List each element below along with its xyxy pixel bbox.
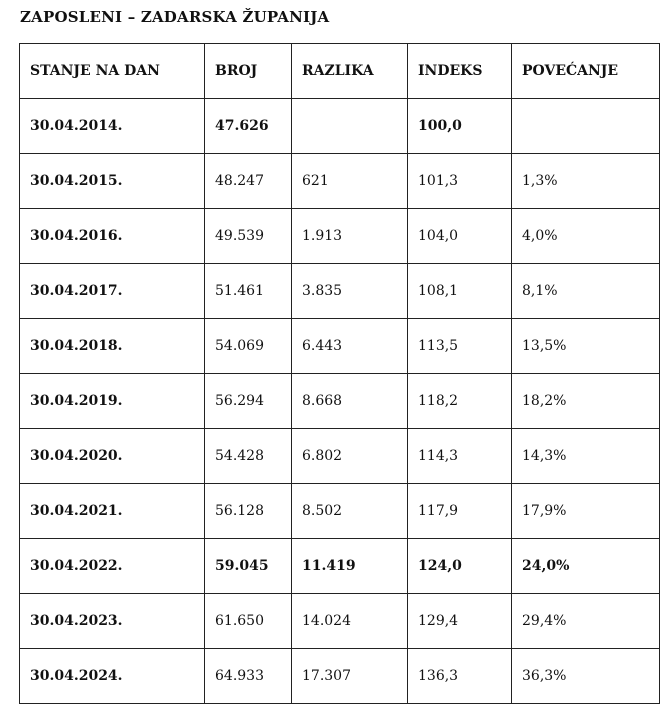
razlika-cell: 14.024 xyxy=(292,594,408,649)
table-body xyxy=(20,99,660,704)
header-stanje-na-dan: STANJE NA DAN xyxy=(20,44,205,99)
date-cell: 30.04.2017. xyxy=(20,264,205,319)
header-povecanje: POVEĆANJE xyxy=(512,44,660,99)
povecanje-cell: 8,1% xyxy=(512,264,660,319)
indeks-cell: 117,9 xyxy=(408,484,512,539)
broj-cell: 56.294 xyxy=(205,374,292,429)
broj-cell: 54.428 xyxy=(205,429,292,484)
povecanje-cell: 36,3% xyxy=(512,649,660,704)
razlika-cell: 621 xyxy=(292,154,408,209)
broj-cell: 54.069 xyxy=(205,319,292,374)
povecanje-cell: 17,9% xyxy=(512,484,660,539)
povecanje-cell: 14,3% xyxy=(512,429,660,484)
page-title: ZAPOSLENI – ZADARSKA ŽUPANIJA xyxy=(20,8,330,26)
table-row xyxy=(20,209,660,264)
indeks-cell: 108,1 xyxy=(408,264,512,319)
broj-cell: 49.539 xyxy=(205,209,292,264)
povecanje-cell: 1,3% xyxy=(512,154,660,209)
header-row xyxy=(20,44,660,99)
indeks-cell: 104,0 xyxy=(408,209,512,264)
razlika-cell: 6.443 xyxy=(292,319,408,374)
indeks-cell: 101,3 xyxy=(408,154,512,209)
povecanje-cell: 29,4% xyxy=(512,594,660,649)
table-row xyxy=(20,154,660,209)
razlika-cell: 8.668 xyxy=(292,374,408,429)
date-cell: 30.04.2019. xyxy=(20,374,205,429)
table-row xyxy=(20,374,660,429)
date-cell: 30.04.2024. xyxy=(20,649,205,704)
table-row xyxy=(20,319,660,374)
header-broj: BROJ xyxy=(205,44,292,99)
broj-cell: 48.247 xyxy=(205,154,292,209)
broj-cell: 47.626 xyxy=(205,99,292,154)
date-cell: 30.04.2021. xyxy=(20,484,205,539)
razlika-cell: 3.835 xyxy=(292,264,408,319)
indeks-cell: 136,3 xyxy=(408,649,512,704)
indeks-cell: 124,0 xyxy=(408,539,512,594)
indeks-cell: 113,5 xyxy=(408,319,512,374)
date-cell: 30.04.2020. xyxy=(20,429,205,484)
razlika-cell: 1.913 xyxy=(292,209,408,264)
table-row xyxy=(20,539,660,594)
indeks-cell: 118,2 xyxy=(408,374,512,429)
povecanje-cell: 18,2% xyxy=(512,374,660,429)
broj-cell: 64.933 xyxy=(205,649,292,704)
table-row xyxy=(20,264,660,319)
table-row xyxy=(20,429,660,484)
povecanje-cell xyxy=(512,99,660,154)
date-cell: 30.04.2015. xyxy=(20,154,205,209)
povecanje-cell: 13,5% xyxy=(512,319,660,374)
header-indeks: INDEKS xyxy=(408,44,512,99)
date-cell: 30.04.2014. xyxy=(20,99,205,154)
employment-table xyxy=(19,43,660,704)
broj-cell: 59.045 xyxy=(205,539,292,594)
indeks-cell: 114,3 xyxy=(408,429,512,484)
table-header xyxy=(20,44,660,99)
razlika-cell: 8.502 xyxy=(292,484,408,539)
table-row xyxy=(20,594,660,649)
date-cell: 30.04.2023. xyxy=(20,594,205,649)
povecanje-cell: 4,0% xyxy=(512,209,660,264)
broj-cell: 51.461 xyxy=(205,264,292,319)
indeks-cell: 129,4 xyxy=(408,594,512,649)
razlika-cell: 11.419 xyxy=(292,539,408,594)
date-cell: 30.04.2018. xyxy=(20,319,205,374)
date-cell: 30.04.2016. xyxy=(20,209,205,264)
povecanje-cell: 24,0% xyxy=(512,539,660,594)
table-row xyxy=(20,99,660,154)
razlika-cell xyxy=(292,99,408,154)
broj-cell: 56.128 xyxy=(205,484,292,539)
table-row xyxy=(20,649,660,704)
indeks-cell: 100,0 xyxy=(408,99,512,154)
broj-cell: 61.650 xyxy=(205,594,292,649)
razlika-cell: 6.802 xyxy=(292,429,408,484)
date-cell: 30.04.2022. xyxy=(20,539,205,594)
razlika-cell: 17.307 xyxy=(292,649,408,704)
table-row xyxy=(20,484,660,539)
header-razlika: RAZLIKA xyxy=(292,44,408,99)
